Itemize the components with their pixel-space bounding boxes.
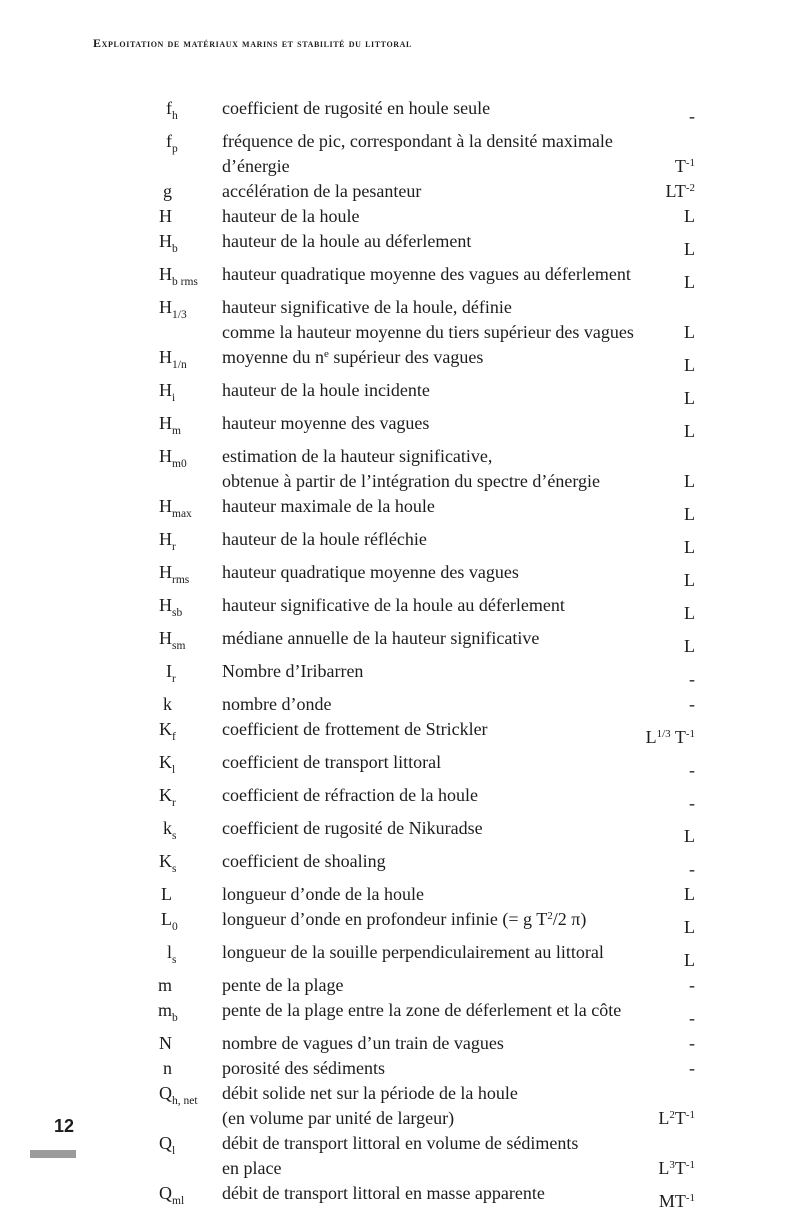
symbol-base: L bbox=[161, 884, 172, 904]
definition-line: coefficient de shoaling bbox=[222, 851, 386, 871]
symbol-row bbox=[0, 527, 695, 560]
definition-cell bbox=[172, 96, 617, 121]
symbol-row bbox=[0, 783, 695, 816]
dimension-cell: L bbox=[684, 636, 695, 656]
definition-line: hauteur de la houle réfléchie bbox=[222, 529, 427, 549]
symbol-cell: Hr bbox=[159, 529, 176, 553]
symbol-row bbox=[0, 973, 695, 998]
dimension-cell: - bbox=[689, 975, 695, 995]
symbol-cell: Ql bbox=[159, 1133, 176, 1157]
symbol-base: K bbox=[159, 785, 172, 805]
symbol-base: H bbox=[159, 380, 172, 400]
symbol-row bbox=[0, 1131, 695, 1181]
dimension-cell: L bbox=[684, 272, 695, 292]
dimension-cell: L bbox=[684, 884, 695, 904]
symbol-row bbox=[0, 1081, 695, 1131]
dimension-cell: $L^{1/3}$ $T^{-1}$ bbox=[645, 727, 695, 747]
dimension-cell: - bbox=[689, 793, 695, 813]
symbol-row bbox=[0, 882, 695, 907]
definition-cell bbox=[172, 593, 617, 618]
symbol-base: N bbox=[159, 1033, 172, 1053]
symbol-cell bbox=[0, 1056, 172, 1081]
symbol-base: g bbox=[163, 181, 172, 201]
definition-line: nombre de vagues d’un train de vagues bbox=[222, 1033, 504, 1053]
definition-cell bbox=[172, 129, 617, 179]
definition-cell bbox=[172, 560, 617, 585]
dimension-cell: L bbox=[684, 355, 695, 375]
dimension-cell: L bbox=[684, 206, 695, 226]
symbol-cell: Hm bbox=[159, 413, 181, 437]
symbol-cell: ks bbox=[163, 818, 177, 842]
definition-cell bbox=[172, 1181, 617, 1206]
symbol-base: L bbox=[161, 909, 172, 929]
definition-cell bbox=[172, 179, 617, 204]
definition-line: obtenue à partir de l’intégration du spectre d’énergie bbox=[222, 471, 601, 491]
symbol-row bbox=[0, 849, 695, 882]
symbol-base: H bbox=[159, 529, 172, 549]
symbol-cell: Hsb bbox=[159, 595, 183, 619]
page-number: 12 bbox=[54, 1116, 75, 1136]
definition-cell bbox=[172, 998, 622, 1023]
definition-cell bbox=[172, 717, 617, 742]
symbol-cell: fp bbox=[166, 131, 178, 155]
symbol-cell: Hb bbox=[159, 231, 178, 255]
definition-line: (en volume par unité de largeur) bbox=[222, 1108, 455, 1128]
definition-line: hauteur quadratique moyenne des vagues bbox=[222, 562, 519, 582]
symbol-row bbox=[0, 494, 695, 527]
symbol-cell: Ks bbox=[159, 851, 177, 875]
dimension-cell: L bbox=[684, 950, 695, 970]
dimension-cell: L bbox=[684, 504, 695, 524]
dimension-cell: - bbox=[689, 859, 695, 879]
symbol-row bbox=[0, 179, 695, 204]
dimension-cell: - bbox=[689, 1008, 695, 1028]
definition-line: coefficient de transport littoral bbox=[222, 752, 442, 772]
dimension-cell: - bbox=[689, 1058, 695, 1078]
symbol-base: H bbox=[159, 297, 172, 317]
symbol-row bbox=[0, 998, 695, 1031]
symbol-base: Q bbox=[159, 1083, 172, 1103]
symbol-base: H bbox=[159, 595, 172, 615]
symbol-cell: Hm0 bbox=[159, 446, 187, 470]
symbol-row bbox=[0, 717, 695, 750]
definition-line: nombre d’onde bbox=[222, 694, 332, 714]
dimension-cell: L bbox=[684, 322, 695, 342]
definition-line: médiane annuelle de la hauteur significative bbox=[222, 628, 540, 648]
definition-line: débit de transport littoral en volume de sédiments bbox=[222, 1133, 579, 1153]
dimension-cell: $T^{-1}$ bbox=[674, 156, 695, 176]
symbol-row bbox=[0, 816, 695, 849]
definition-line: coefficient de réfraction de la houle bbox=[222, 785, 479, 805]
definition-cell bbox=[172, 1081, 617, 1131]
definition-line: comme la hauteur moyenne du tiers supérieur des vagues bbox=[222, 322, 634, 342]
symbol-base: K bbox=[159, 851, 172, 871]
definition-line: coefficient de frottement de Strickler bbox=[222, 719, 488, 739]
symbol-row bbox=[0, 1056, 695, 1081]
definition-line: débit de transport littoral en masse apparente bbox=[222, 1183, 545, 1203]
symbol-cell: L0 bbox=[161, 909, 178, 933]
symbol-row bbox=[0, 129, 695, 179]
definition-line: pente de la plage entre la zone de déferlement et la côte bbox=[222, 1000, 622, 1020]
symbol-cell: Qh, net bbox=[159, 1083, 198, 1107]
definition-cell bbox=[172, 345, 617, 370]
definition-cell bbox=[172, 1056, 617, 1081]
dimension-cell: L bbox=[684, 239, 695, 259]
symbol-row bbox=[0, 345, 695, 378]
definition-line: débit solide net sur la période de la houle bbox=[222, 1083, 518, 1103]
symbol-base: H bbox=[159, 446, 172, 466]
definition-cell bbox=[172, 849, 617, 874]
definition-cell bbox=[172, 940, 617, 965]
definition-cell bbox=[172, 659, 617, 684]
dimension-cell: $MT^{-1}$ bbox=[658, 1191, 695, 1211]
dimension-cell: L bbox=[684, 917, 695, 937]
symbol-base: I bbox=[166, 661, 172, 681]
dimension-cell: L bbox=[684, 421, 695, 441]
definition-cell bbox=[172, 444, 617, 494]
symbol-row bbox=[0, 1181, 695, 1214]
symbol-base: f bbox=[166, 98, 172, 118]
dimension-cell: L bbox=[684, 537, 695, 557]
definition-cell bbox=[172, 783, 617, 808]
symbol-base: H bbox=[159, 264, 172, 284]
definition-line: longueur d’onde en profondeur infinie (= g $T^2/2$ π) bbox=[222, 909, 587, 929]
symbol-cell: Hsm bbox=[159, 628, 186, 652]
symbol-row bbox=[0, 940, 695, 973]
definition-line: en place bbox=[222, 1158, 282, 1178]
definition-cell bbox=[172, 204, 617, 229]
symbol-base: H bbox=[159, 628, 172, 648]
symbol-row bbox=[0, 626, 695, 659]
dimension-cell: L bbox=[684, 471, 695, 491]
symbol-cell: Hrms bbox=[159, 562, 190, 586]
definition-line: coefficient de rugosité en houle seule bbox=[222, 98, 491, 118]
definition-cell bbox=[172, 882, 617, 907]
symbol-cell: Qml bbox=[159, 1183, 185, 1207]
symbol-row bbox=[0, 295, 695, 345]
symbol-cell: mb bbox=[157, 1000, 178, 1024]
symbol-cell: Kr bbox=[159, 785, 176, 809]
symbol-row bbox=[0, 204, 695, 229]
definition-cell bbox=[172, 229, 617, 254]
symbol-base: K bbox=[159, 752, 172, 772]
symbol-row bbox=[0, 229, 695, 262]
definition-cell bbox=[172, 295, 634, 345]
definition-line: accélération de la pesanteur bbox=[222, 181, 422, 201]
symbol-base: l bbox=[166, 942, 172, 962]
symbol-cell: Hb rms bbox=[159, 264, 198, 288]
symbol-row bbox=[0, 692, 695, 717]
symbol-cell: Ir bbox=[166, 661, 176, 685]
symbol-cell: Hi bbox=[159, 380, 176, 404]
symbol-cell: H1/3 bbox=[159, 297, 187, 321]
definition-cell bbox=[172, 527, 617, 552]
definition-line: hauteur de la houle incidente bbox=[222, 380, 430, 400]
symbol-base: H bbox=[159, 413, 172, 433]
symbol-row bbox=[0, 444, 695, 494]
dimension-cell: $LT^{-2}$ bbox=[665, 181, 695, 201]
symbol-base: f bbox=[166, 131, 172, 151]
dimension-cell: - bbox=[689, 1033, 695, 1053]
symbol-base: Q bbox=[159, 1133, 172, 1153]
definition-cell bbox=[172, 411, 617, 436]
definition-cell bbox=[172, 907, 617, 932]
definition-cell bbox=[172, 1131, 617, 1181]
symbol-cell: ls bbox=[166, 942, 177, 966]
symbol-row bbox=[0, 262, 695, 295]
symbol-base: n bbox=[163, 1058, 172, 1078]
dimension-cell: L bbox=[684, 570, 695, 590]
symbol-row bbox=[0, 1031, 695, 1056]
definition-line: pente de la plage bbox=[222, 975, 344, 995]
dimension-cell: - bbox=[689, 760, 695, 780]
definition-cell bbox=[172, 378, 617, 403]
definition-line: hauteur significative de la houle, définie bbox=[222, 297, 512, 317]
symbol-glossary-table bbox=[0, 96, 695, 1214]
symbol-base: m bbox=[157, 975, 172, 995]
symbol-cell: Kf bbox=[159, 719, 176, 743]
symbol-base: H bbox=[159, 562, 172, 582]
symbol-row bbox=[0, 907, 695, 940]
dimension-cell: - bbox=[689, 694, 695, 714]
definition-cell bbox=[172, 1031, 617, 1056]
symbol-row bbox=[0, 659, 695, 692]
symbol-base: H bbox=[159, 496, 172, 516]
definition-line: hauteur maximale de la houle bbox=[222, 496, 435, 516]
symbol-cell bbox=[0, 692, 172, 717]
symbol-base: H bbox=[159, 206, 172, 226]
symbol-base: H bbox=[159, 347, 172, 367]
symbol-cell bbox=[0, 179, 172, 204]
definition-line: fréquence de pic, correspondant à la densité maximale bbox=[222, 131, 613, 151]
symbol-row bbox=[0, 378, 695, 411]
symbol-cell: Hmax bbox=[159, 496, 192, 520]
dimension-cell: - bbox=[689, 106, 695, 126]
symbol-base: k bbox=[163, 818, 172, 838]
dimension-cell: L bbox=[684, 388, 695, 408]
symbol-cell: Kl bbox=[159, 752, 176, 776]
running-header-title: Exploitation de matériaux marins et stabilité du littoral bbox=[93, 36, 412, 50]
definition-line: hauteur moyenne des vagues bbox=[222, 413, 430, 433]
symbol-cell bbox=[0, 882, 172, 907]
symbol-row bbox=[0, 560, 695, 593]
definition-line: moyenne du $n^e$ supérieur des vagues bbox=[222, 347, 484, 367]
symbol-base: m bbox=[157, 1000, 172, 1020]
definition-line: hauteur de la houle bbox=[222, 206, 360, 226]
definition-cell bbox=[172, 494, 617, 519]
definition-line: hauteur significative de la houle au déferlement bbox=[222, 595, 565, 615]
dimension-cell: $L^3T^{-1}$ bbox=[658, 1158, 695, 1178]
definition-line: longueur d’onde de la houle bbox=[222, 884, 424, 904]
symbol-row bbox=[0, 96, 695, 129]
definition-cell bbox=[172, 816, 617, 841]
symbol-cell: fh bbox=[166, 98, 178, 122]
symbol-cell bbox=[0, 204, 172, 229]
symbol-cell bbox=[0, 973, 172, 998]
symbol-row bbox=[0, 593, 695, 626]
dimension-cell: $L^2T^{-1}$ bbox=[658, 1108, 695, 1128]
definition-line: d’énergie bbox=[222, 156, 290, 176]
symbol-base: H bbox=[159, 231, 172, 251]
definition-line: Nombre d’Iribarren bbox=[222, 661, 364, 681]
symbol-base: Q bbox=[159, 1183, 172, 1203]
definition-line: coefficient de rugosité de Nikuradse bbox=[222, 818, 483, 838]
dimension-cell: L bbox=[684, 826, 695, 846]
definition-cell bbox=[172, 692, 617, 717]
symbol-row bbox=[0, 750, 695, 783]
definition-line: hauteur quadratique moyenne des vagues au déferlement bbox=[222, 264, 631, 284]
symbol-row bbox=[0, 411, 695, 444]
definition-cell bbox=[172, 262, 631, 287]
definition-line: estimation de la hauteur significative, bbox=[222, 446, 493, 466]
definition-line: hauteur de la houle au déferlement bbox=[222, 231, 472, 251]
definition-cell bbox=[172, 973, 617, 998]
symbol-base: K bbox=[159, 719, 172, 739]
definition-cell bbox=[172, 750, 617, 775]
definition-line: longueur de la souille perpendiculairement au littoral bbox=[222, 942, 604, 962]
symbol-cell: H1/n bbox=[159, 347, 187, 371]
footer-decoration-bar bbox=[30, 1150, 76, 1158]
dimension-cell: L bbox=[684, 603, 695, 623]
symbol-cell bbox=[0, 1031, 172, 1056]
definition-line: porosité des sédiments bbox=[222, 1058, 385, 1078]
definition-cell bbox=[172, 626, 617, 651]
dimension-cell: - bbox=[689, 669, 695, 689]
symbol-base: k bbox=[163, 694, 172, 714]
